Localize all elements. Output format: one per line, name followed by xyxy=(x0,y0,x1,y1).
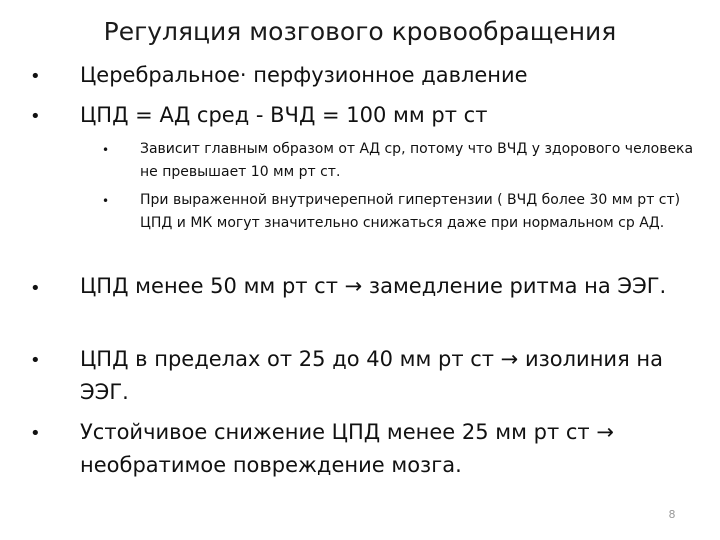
sub-bullet-text: Зависит главным образом от АД ср, потому что ВЧД у здорового человека не превышает 10 мм рт ст. xyxy=(140,141,694,180)
bullet-marker: • xyxy=(30,66,41,87)
bullet-text: ЦПД в пределах от 25 до 40 мм рт ст → изолиния на ЭЭГ. xyxy=(80,347,663,404)
sub-bullet-marker: • xyxy=(102,194,110,208)
slide-title: Регуляция мозгового кровообращения xyxy=(103,17,617,46)
bullet-marker: • xyxy=(30,350,41,371)
bullet-text: ЦПД = АД сред - ВЧД = 100 мм рт ст xyxy=(80,103,488,127)
sub-bullet-text: При выраженной внутричерепной гипертензии ( ВЧД более 30 мм рт ст) ЦПД и МК могут значительно снижаться даже при нормальном ср АД. xyxy=(140,192,681,231)
bullet-text: Церебральное· перфузионное давление xyxy=(80,63,528,87)
page-number: 8 xyxy=(668,508,676,521)
bullet-text: ЦПД менее 50 мм рт ст → замедление ритма на ЭЭГ. xyxy=(80,274,667,298)
sub-bullet-marker: • xyxy=(102,143,110,157)
bullet-marker: • xyxy=(30,423,41,444)
bullet-text: Устойчивое снижение ЦПД менее 25 мм рт ст → необратимое повреждение мозга. xyxy=(80,420,614,477)
bullet-marker: • xyxy=(30,106,41,127)
bullet-marker: • xyxy=(30,278,41,299)
